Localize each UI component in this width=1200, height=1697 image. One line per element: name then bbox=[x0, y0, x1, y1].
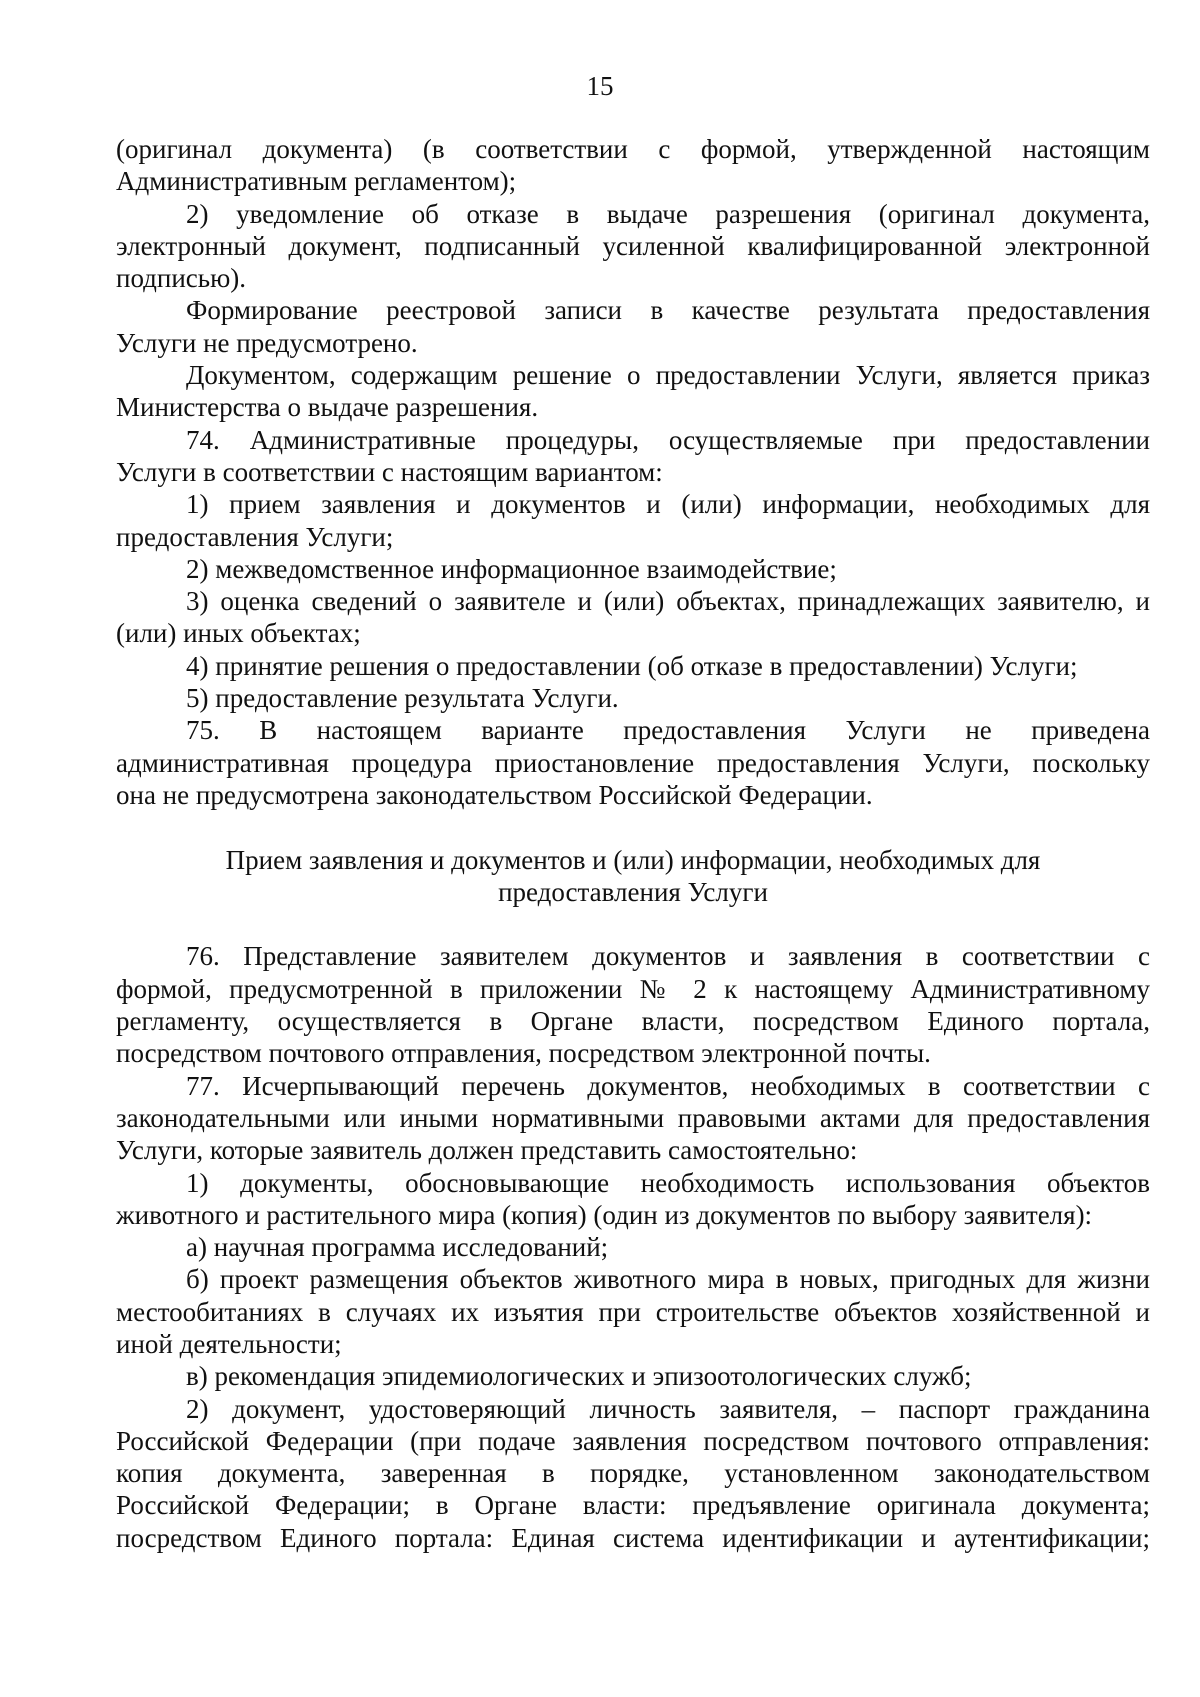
text-line: 2) межведомственное информационное взаимодействие; bbox=[186, 553, 837, 584]
text-line: 1) документы, обосновывающие необходимость использования объектов bbox=[186, 1167, 1150, 1198]
text-line: Формирование реестровой записи в качестве результата предоставления bbox=[186, 295, 1150, 326]
section-heading: предоставления Услуги bbox=[498, 876, 768, 907]
text-line: в) рекомендация эпидемиологических и эпизоотологических служб; bbox=[186, 1361, 972, 1392]
text-line: электронный документ, подписанный усиленной квалифицированной электронной bbox=[116, 230, 1150, 261]
text-line: иной деятельности; bbox=[116, 1328, 342, 1359]
text-line: регламенту, осуществляется в Органе власти, посредством Единого портала, bbox=[116, 1006, 1150, 1037]
text-line: посредством Единого портала: Единая система идентификации и аутентификации; bbox=[116, 1522, 1150, 1553]
text-line: Российской Федерации; в Органе власти: предъявление оригинала документа; bbox=[116, 1490, 1150, 1521]
text-line: б) проект размещения объектов животного мира в новых, пригодных для жизни bbox=[186, 1264, 1150, 1295]
text-line: Услуги, которые заявитель должен представить самостоятельно: bbox=[116, 1135, 858, 1166]
text-line: местообитаниях в случаях их изъятия при строительстве объектов хозяйственной и bbox=[116, 1296, 1150, 1327]
text-line: 5) предоставление результата Услуги. bbox=[186, 683, 619, 714]
text-line: а) научная программа исследований; bbox=[186, 1232, 609, 1263]
text-line: Российской Федерации (при подаче заявления посредством почтового отправления: bbox=[116, 1425, 1150, 1456]
body-text bbox=[116, 133, 1150, 1554]
text-line: 4) принятие решения о предоставлении (об отказе в предоставлении) Услуги; bbox=[186, 650, 1078, 681]
text-line: административная процедура приостановление предоставления Услуги, поскольку bbox=[116, 747, 1150, 778]
page-number: 15 bbox=[586, 71, 614, 101]
text-line: копия документа, заверенная в порядке, установленном законодательством bbox=[116, 1458, 1150, 1489]
text-line: формой, предусмотренной в приложении № 2 к настоящему Административному bbox=[116, 973, 1150, 1004]
blank-line bbox=[116, 811, 1150, 843]
text-line: подписью). bbox=[116, 263, 247, 294]
section-heading: Прием заявления и документов и (или) информации, необходимых для bbox=[225, 844, 1041, 875]
text-line: 3) оценка сведений о заявителе и (или) объектах, принадлежащих заявителю, и bbox=[186, 586, 1150, 617]
text-line: Услуги не предусмотрено. bbox=[116, 327, 418, 358]
text-line: животного и растительного мира (копия) (один из документов по выбору заявителя): bbox=[116, 1199, 1093, 1230]
text-line: (или) иных объектах; bbox=[116, 618, 361, 649]
text-line: Услуги в соответствии с настоящим вариантом: bbox=[116, 456, 663, 487]
text-line: предоставления Услуги; bbox=[116, 521, 394, 552]
text-line: 74. Административные процедуры, осуществляемые при предоставлении bbox=[186, 424, 1150, 455]
text-line: Документом, содержащим решение о предоставлении Услуги, является приказ bbox=[186, 360, 1150, 391]
text-line: 75. В настоящем варианте предоставления Услуги не приведена bbox=[186, 715, 1150, 746]
blank-line bbox=[116, 908, 1150, 940]
text-line: Административным регламентом); bbox=[116, 166, 517, 197]
text-line: 2) документ, удостоверяющий личность заявителя, – паспорт гражданина bbox=[186, 1393, 1150, 1424]
text-line: 2) уведомление об отказе в выдаче разрешения (оригинал документа, bbox=[186, 198, 1150, 229]
text-line: законодательными или иными нормативными правовыми актами для предоставления bbox=[116, 1102, 1150, 1133]
text-line: 1) прием заявления и документов и (или) информации, необходимых для bbox=[186, 489, 1150, 520]
text-line: 77. Исчерпывающий перечень документов, необходимых в соответствии с bbox=[186, 1070, 1150, 1101]
text-line: 76. Представление заявителем документов и заявления в соответствии с bbox=[186, 941, 1150, 972]
text-line: она не предусмотрена законодательством Российской Федерации. bbox=[116, 779, 873, 810]
text-line: посредством почтового отправления, посредством электронной почты. bbox=[116, 1038, 931, 1069]
text-line: Министерства о выдаче разрешения. bbox=[116, 392, 539, 423]
text-line: (оригинал документа) (в соответствии с формой, утвержденной настоящим bbox=[116, 134, 1150, 164]
